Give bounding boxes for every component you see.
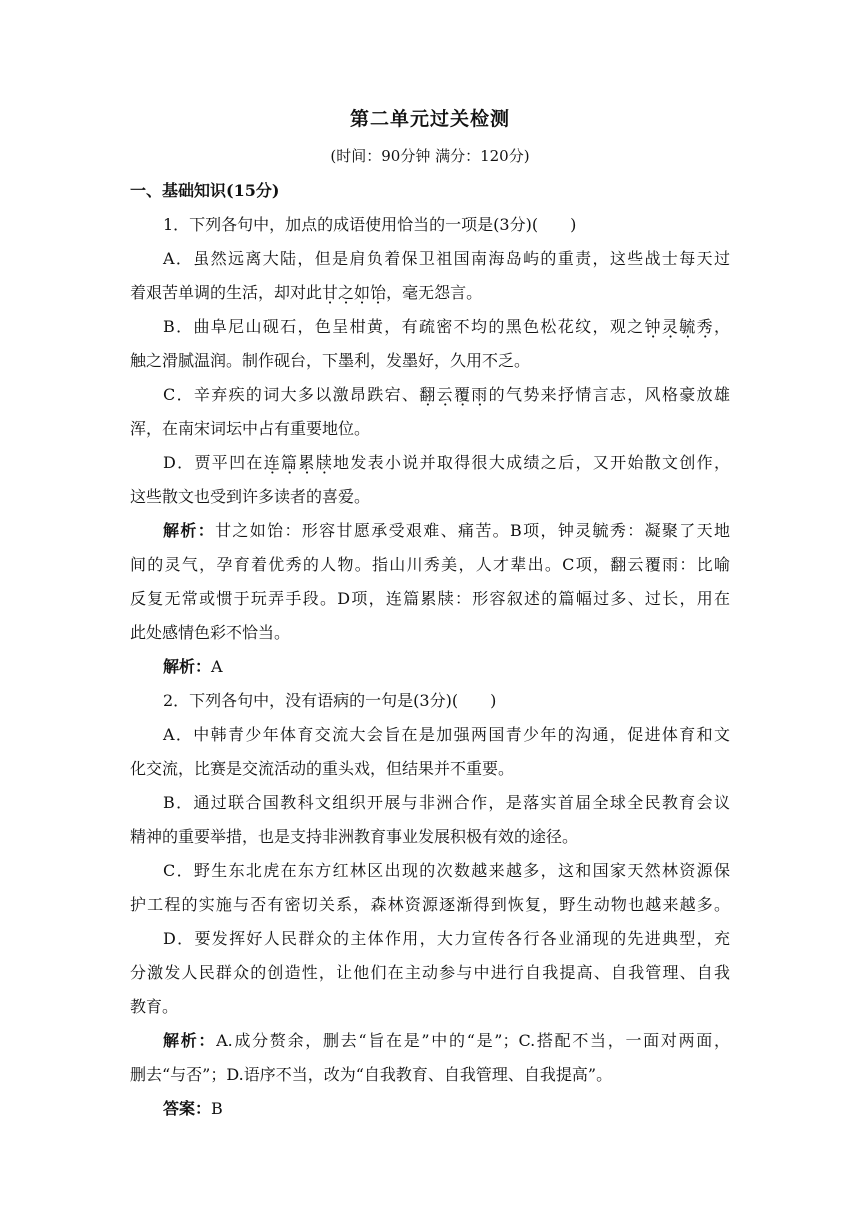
q1-option-c-line1: C．辛弃疾的词大多以激昂跌宕、翻云覆雨的气势来抒情言志，风格豪放雄 (163, 385, 730, 404)
q1-analysis-line1: 解析：甘之如饴：形容甘愿承受艰难、痛苦。B项，钟灵毓秀：凝聚了天地 (163, 521, 730, 540)
q2-answer: 答案：B (163, 1099, 223, 1118)
q2-analysis-line1: 解析：A.成分赘余，删去“旨在是”中的“是”；C.搭配不当，一面对两面， (163, 1031, 730, 1050)
q1-analysis-line3: 反复无常或惯于玩弄手段。D项，连篇累牍：形容叙述的篇幅过多、过长，用在 (130, 589, 730, 608)
q1-option-b-line1: B．曲阜尼山砚石，色呈柑黄，有疏密不均的黑色松花纹，观之钟灵毓秀， (163, 317, 730, 336)
q2-option-d-line2: 分激发人民群众的创造性，让他们在主动参与中进行自我提高、自我管理、自我 (130, 963, 730, 982)
q1-analysis-line4: 此处感情色彩不恰当。 (130, 623, 291, 642)
q1-option-b-line2: 触之滑腻温润。制作砚台，下墨利，发墨好，久用不乏。 (130, 351, 531, 370)
q1-option-d-line2: 这些散文也受到许多读者的喜爱。 (130, 487, 371, 506)
q2-option-a-line1: A．中韩青少年体育交流大会旨在是加强两国青少年的沟通，促进体育和文 (163, 725, 730, 744)
q2-option-d-line3: 教育。 (130, 997, 179, 1016)
q2-option-b-line1: B．通过联合国教科文组织开展与非洲合作，是落实首届全球全民教育会议 (163, 793, 730, 812)
q1-option-a-line2: 着艰苦单调的生活，却对此甘之如饴，毫无怨言。 (130, 283, 483, 302)
question-1-stem: 1．下列各句中，加点的成语使用恰当的一项是(3分)( ) (163, 215, 577, 234)
q1-answer: 解析：A (163, 657, 223, 676)
q2-option-a-line2: 化交流，比赛是交流活动的重头戏，但结果并不重要。 (130, 759, 515, 778)
q2-option-d-line1: D．要发挥好人民群众的主体作用，大力宣传各行各业涌现的先进典型，充 (163, 929, 730, 948)
q2-analysis-line2: 删去“与否”；D.语序不当，改为“自我教育、自我管理、自我提高”。 (130, 1065, 613, 1084)
q1-option-d-line1: D．贾平凹在连篇累牍地发表小说并取得很大成绩之后，又开始散文创作， (163, 453, 730, 472)
q2-option-b-line2: 精神的重要举措，也是支持非洲教育事业发展积极有效的途径。 (130, 827, 579, 846)
q2-option-c-line1: C．野生东北虎在东方红林区出现的次数越来越多，这和国家天然林资源保 (163, 861, 730, 880)
q2-option-c-line2: 护工程的实施与否有密切关系，森林资源逐渐得到恢复，野生动物也越来越多。 (130, 895, 730, 914)
exam-info: (时间：90分钟 满分：120分) (330, 147, 530, 165)
section-heading: 一、基础知识(15分) (130, 181, 280, 200)
q1-option-a-line1: A．虽然远离大陆，但是肩负着保卫祖国南海岛屿的重责，这些战士每天过 (163, 249, 730, 268)
question-2-stem: 2．下列各句中，没有语病的一句是(3分)( ) (163, 691, 497, 710)
q1-option-c-line2: 浑，在南宋词坛中占有重要地位。 (130, 419, 371, 438)
q1-analysis-line2: 间的灵气，孕育着优秀的人物。指山川秀美，人才辈出。C项，翻云覆雨：比喻 (130, 555, 730, 574)
page-title: 第二单元过关检测 (349, 108, 510, 130)
